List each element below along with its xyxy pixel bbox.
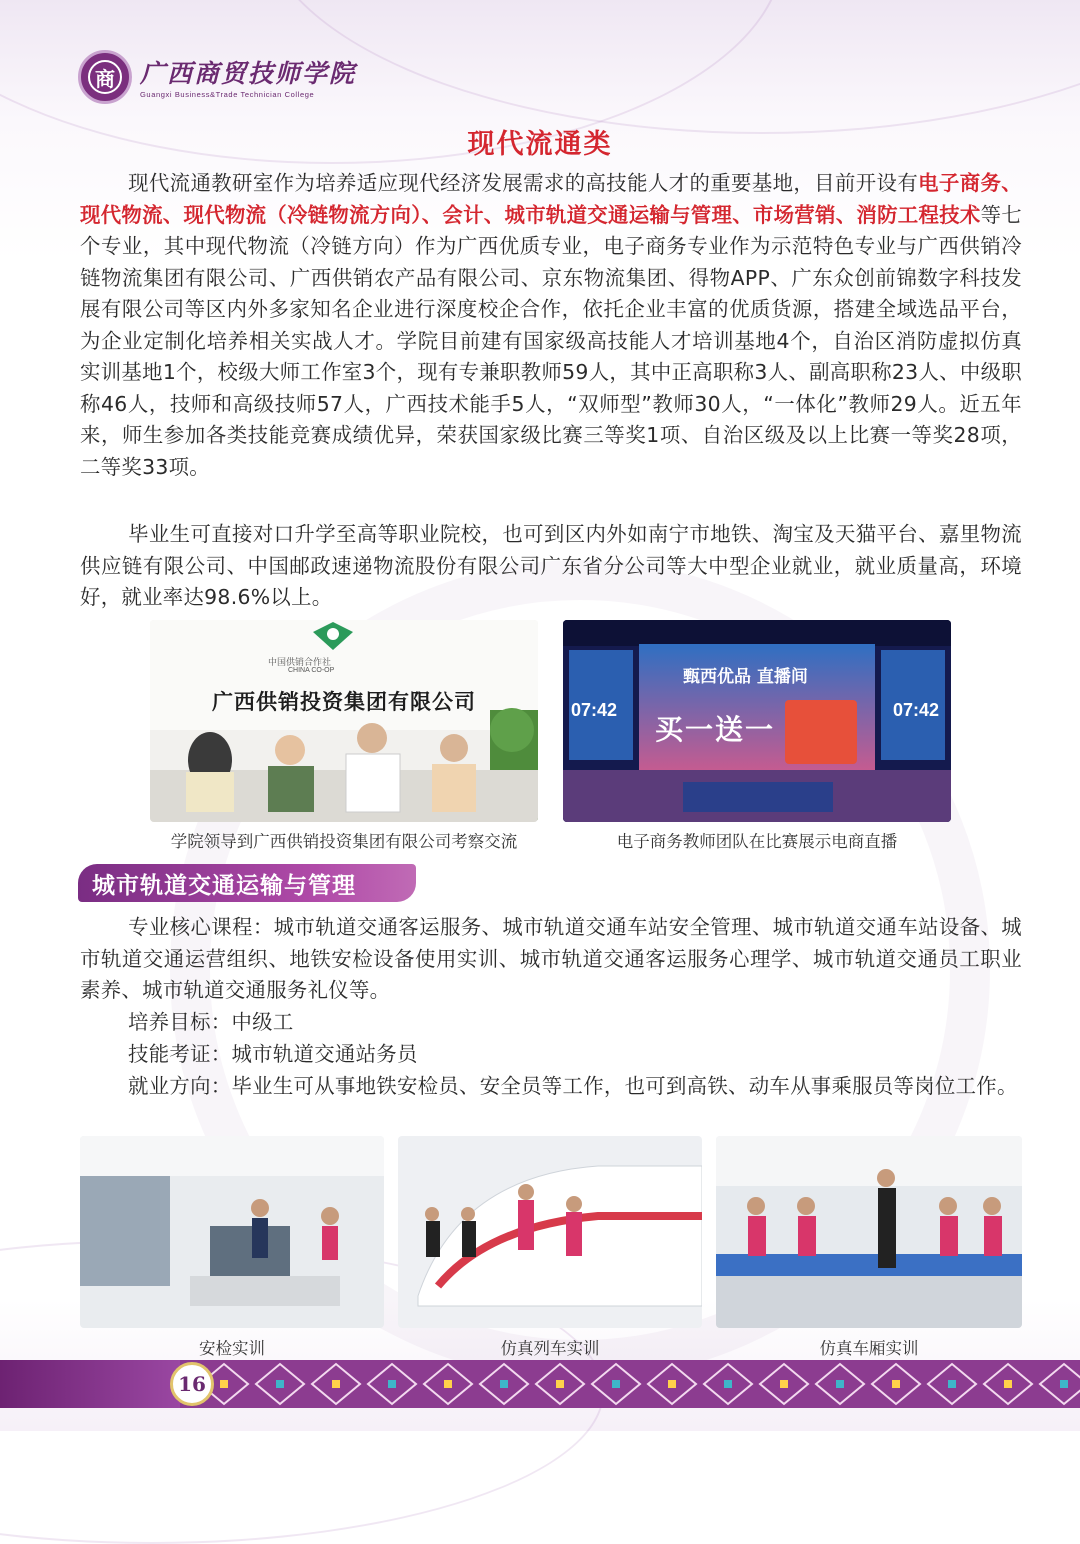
screen-title: 甄西优品 直播间: [683, 667, 808, 687]
section-title: 现代流通类: [467, 129, 613, 160]
header: [78, 50, 478, 110]
coop-logo-en: CHINA CO-OP: [288, 667, 335, 674]
subsection-banner: 城市轨道交通运输与管理: [78, 864, 416, 902]
employment-paragraph: [80, 519, 1022, 614]
college-logo: [78, 50, 132, 104]
photo-security-check: [80, 1136, 384, 1328]
photo-caption: 仿真列车实训: [500, 1339, 600, 1358]
photo-caption: 仿真车厢实训: [819, 1339, 919, 1358]
core-courses-text: 专业核心课程：城市轨道交通客运服务、城市轨道交通车站安全管理、城市轨道交通车站设备、城市轨道交通运营组织、地铁安检设备使用实训、城市轨道交通客运服务心理学、城市轨道交通员工职业素养、城市轨道交通服务礼仪等。: [80, 915, 1022, 1002]
screen-timer-right: 07:42: [893, 700, 940, 720]
intro-text: 现代流通教研室作为培养适应现代经济发展需求的高技能人才的重要基地，目前开设有: [128, 171, 919, 195]
photo-train-sim: [398, 1136, 702, 1328]
career-direction-text: 就业方向：毕业生可从事地铁安检员、安全员等工作，也可到高铁、动车从事乘服员等岗位工作。: [128, 1074, 1018, 1098]
screen-timer-left: 07:42: [571, 700, 618, 720]
coop-logo-cn: 中国供销合作社: [268, 658, 332, 668]
career-direction: [80, 1071, 1022, 1103]
majors-highlight: 电子商务、现代物流、现代物流（冷链物流方向）、会计、城市轨道交通运输与管理、市场营销、消防工程技术: [80, 171, 1022, 227]
photo-livestream: [563, 620, 951, 822]
skill-cert-text: 技能考证：城市轨道交通站务员: [128, 1042, 418, 1066]
screen-promo: 买一送一: [655, 713, 776, 746]
photo-visit: [150, 620, 538, 822]
training-goal: [80, 1007, 1022, 1039]
visit-illustration: [150, 620, 538, 822]
page-number: 16: [170, 1362, 214, 1406]
photo-caption: 电子商务教师团队在比赛展示电商直播: [616, 832, 898, 851]
school-name-en: Guangxi Business&Trade Technician College: [140, 90, 315, 99]
photo-carriage-sim: [716, 1136, 1022, 1328]
carriage-sim-illustration: [716, 1136, 1022, 1328]
company-sign: 广西供销投资集团有限公司: [212, 690, 476, 714]
train-sim-illustration: [398, 1136, 702, 1328]
school-name-cn: 广西商贸技师学院: [140, 59, 357, 88]
intro-paragraph: [80, 168, 1022, 483]
employment-text: 毕业生可直接对口升学至高等职业院校，也可到区内外如南宁市地铁、淘宝及天猫平台、嘉里物流供应链有限公司、中国邮政速递物流股份有限公司广东省分公司等大中型企业就业，就业质量高，环境好，就业率达98.6%以上。: [80, 522, 1022, 609]
skill-cert: [80, 1039, 1022, 1071]
security-check-illustration: [80, 1136, 384, 1328]
footer-left-bar: [0, 1360, 180, 1408]
training-goal-text: 培养目标：中级工: [128, 1010, 294, 1034]
core-courses: [80, 912, 1022, 1007]
intro-rest: 等七个专业，其中现代物流（冷链方向）作为广西优质专业，电子商务专业作为示范特色专业与广西供销冷链物流集团有限公司、广西供销农产品有限公司、京东物流集团、得物APP、广东众创前锦数字科技发展有限公司等区内外多家知名企业进行深度校企合作，依托企业丰富的优质货源，搭建全域选品平台，为企业定制化培养相关实战人才。学院目前建有国家级高技能人才培训基地4个，自治区消防虚拟仿真实训基地1个，校级大师工作室3个，现有专兼职教师59人，其中正高职称3人、副高职称23人、中级职称46人，技师和高级技师57人，广西技术能手5人，“双师型”教师30人，“一体化”教师29人。近五年来，师生参加各类技能竞赛成绩优异，荣获国家级比赛三等奖1项、自治区级及以上比赛一等奖28项，二等奖33项。: [80, 202, 1023, 479]
logo-glyph: 商: [88, 60, 122, 94]
photo-caption: 安检实训: [199, 1339, 265, 1358]
photo-caption: 学院领导到广西供销投资集团有限公司考察交流: [170, 832, 518, 851]
